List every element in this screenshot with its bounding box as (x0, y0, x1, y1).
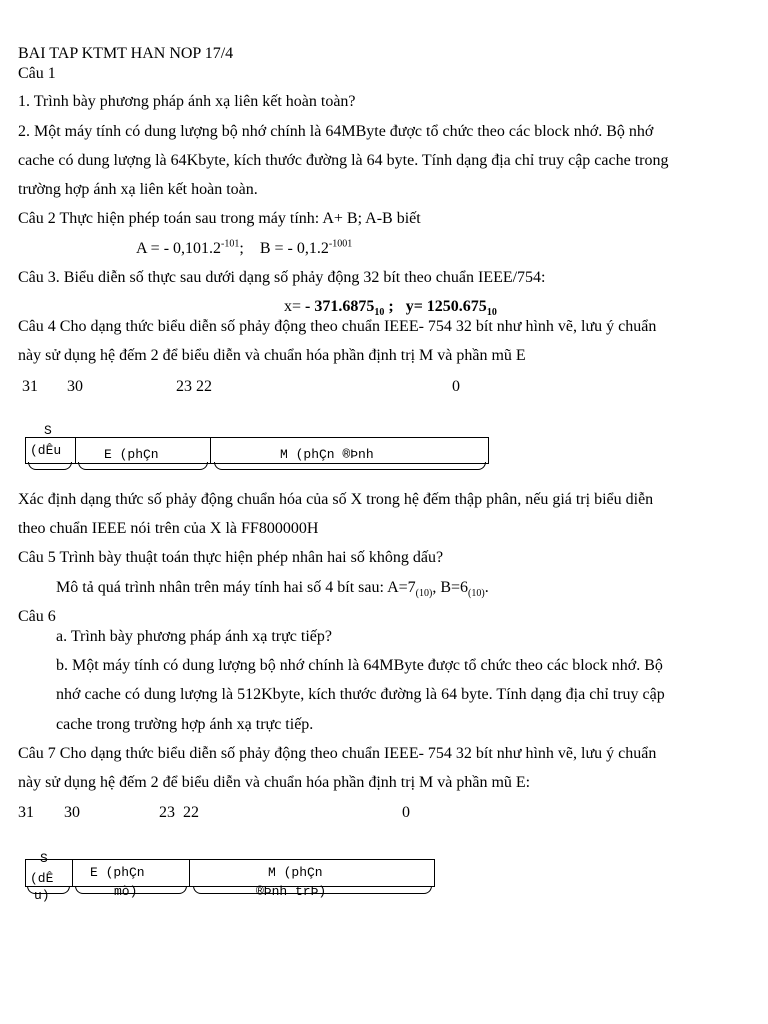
cau7-fig-m-label-2: ®Þnh trÞ) (256, 884, 327, 899)
cau7-fig-s-label-1: (dÊ (30, 871, 54, 886)
cau7-bit-0: 0 (402, 804, 410, 821)
cau5-line1: Câu 5 Trình bày thuật toán thực hiện phép nhân hai số không dấu? (18, 549, 444, 566)
cau6-b-line1: b. Một máy tính có dung lượng bộ nhớ chính là 64MByte được tổ chức theo các block nhớ. Bộ (56, 657, 663, 674)
cau7-fig-m-label-1: M (phÇn (268, 865, 323, 880)
cau1-q2-line3: trường hợp ánh xạ liên kết hoàn toàn. (18, 181, 258, 198)
cau4-fig-s: S (44, 423, 52, 438)
cau6-b-line2: nhớ cache có dung lượng là 512Kbyte, kích thước đường là 64 byte. Tính dạng địa chỉ truy cập (56, 686, 665, 703)
cau4-fig-s-label: (dÊu (30, 443, 62, 458)
cau6-a: a. Trình bày phương pháp ánh xạ trực tiếp? (56, 628, 332, 645)
cau3-text: Câu 3. Biểu diễn số thực sau dưới dạng số phảy động 32 bít theo chuẩn IEEE/754: (18, 269, 546, 286)
cau7-fig-divider-1 (72, 859, 73, 887)
cau4-bit-23-22: 23 22 (176, 378, 212, 395)
cau3-sep: ; (384, 298, 406, 315)
cau4-fig-m-label: M (phÇn ®Þnh (280, 447, 374, 462)
cau3-values (284, 297, 497, 319)
cau4-fig-brace-s (28, 462, 72, 470)
cau6-b-line3: cache trong trường hợp ánh xạ trực tiếp. (56, 716, 314, 733)
cau6-heading: Câu 6 (18, 608, 56, 625)
cau4-fig-divider-2 (210, 437, 211, 464)
cau5-line2-prefix: Mô tả quá trình nhân trên máy tính hai số 4 bít sau: A=7 (56, 579, 416, 596)
cau1-q1: 1. Trình bày phương pháp ánh xạ liên kết hoàn toàn? (18, 93, 356, 110)
cau3-x-prefix: x= (284, 298, 302, 315)
cau3-y-value: y= 1250.675 (405, 298, 487, 315)
cau1-q2-line1: 2. Một máy tính có dung lượng bộ nhớ chính là 64MByte được tổ chức theo các block nhớ. Bộ nhớ (18, 123, 654, 140)
cau7-fig-brace-e (75, 886, 187, 894)
cau2-a-exp: -101 (221, 238, 240, 250)
cau7-fig-divider-2 (189, 859, 190, 887)
cau7-line1: Câu 7 Cho dạng thức biểu diễn số phảy động theo chuẩn IEEE- 754 32 bít như hình vẽ, lưu ý chuẩn (18, 745, 657, 762)
cau4-fig-divider-1 (75, 437, 76, 464)
cau4-after-line1: Xác định dạng thức số phảy động chuẩn hóa của số X trong hệ đếm thập phân, nếu giá trị biểu diễn (18, 491, 654, 508)
cau1-q2-line2: cache có dung lượng là 64Kbyte, kích thước đường là 64 byte. Tính dạng địa chỉ truy cập cache trong (18, 152, 669, 169)
cau2-text: Câu 2 Thực hiện phép toán sau trong máy tính: A+ B; A-B biết (18, 210, 421, 227)
cau2-a-base: A = - 0,101.2 (136, 240, 222, 257)
cau4-line2: này sử dụng hệ đếm 2 để biểu diễn và chuẩn hóa phần định trị M và phần mũ E (18, 347, 526, 364)
cau5-line2-mid: , B=6 (432, 579, 469, 596)
cau4-fig-brace-e (78, 462, 208, 470)
cau5-line2-end: . (484, 579, 489, 596)
page-title: BAI TAP KTMT HAN NOP 17/4 (18, 45, 234, 62)
cau7-bit-31: 31 (18, 804, 34, 821)
cau4-bit-31: 31 (22, 378, 38, 395)
cau4-bit-0: 0 (452, 378, 460, 395)
cau4-fig-e-label: E (phÇn (104, 447, 159, 462)
cau7-fig-s: S (40, 851, 48, 866)
cau7-line2: này sử dụng hệ đếm 2 để biểu diễn và chuẩn hóa phần định trị M và phần mũ E: (18, 774, 531, 791)
cau7-bit-30: 30 (64, 804, 80, 821)
cau7-fig-e-label-1: E (phÇn (90, 865, 145, 880)
cau4-bit-30: 30 (67, 378, 83, 395)
cau4-line1: Câu 4 Cho dạng thức biểu diễn số phảy động theo chuẩn IEEE- 754 32 bít như hình vẽ, lưu ý chuẩn (18, 318, 657, 335)
cau2-formula (136, 239, 352, 258)
cau4-after-line2: theo chuẩn IEEE nói trên của X là FF800000H (18, 520, 319, 537)
cau7-fig-box (25, 859, 435, 887)
cau4-fig-brace-m (214, 462, 486, 470)
cau3-x-value: - 371.6875 (301, 298, 375, 315)
cau3-x-sub: 10 (374, 307, 385, 319)
cau1-heading: Câu 1 (18, 65, 56, 82)
cau5-sub-a: (10) (415, 588, 433, 600)
cau7-fig-e-label-2: mò) (114, 884, 138, 899)
cau7-fig-brace-s (27, 886, 70, 894)
cau3-y-sub: 10 (486, 307, 497, 319)
cau5-line2 (56, 578, 489, 600)
cau2-b-exp: -1001 (328, 238, 353, 250)
cau2-sep: ; (239, 240, 244, 257)
cau7-fig-s-label-2: u) (34, 888, 50, 903)
cau4-fig-box (25, 437, 489, 464)
cau7-bit-23-22: 23 22 (159, 804, 199, 821)
cau2-b-base: B = - 0,1.2 (259, 240, 329, 257)
cau5-sub-b: (10) (468, 588, 485, 600)
cau7-fig-brace-m (193, 886, 432, 894)
